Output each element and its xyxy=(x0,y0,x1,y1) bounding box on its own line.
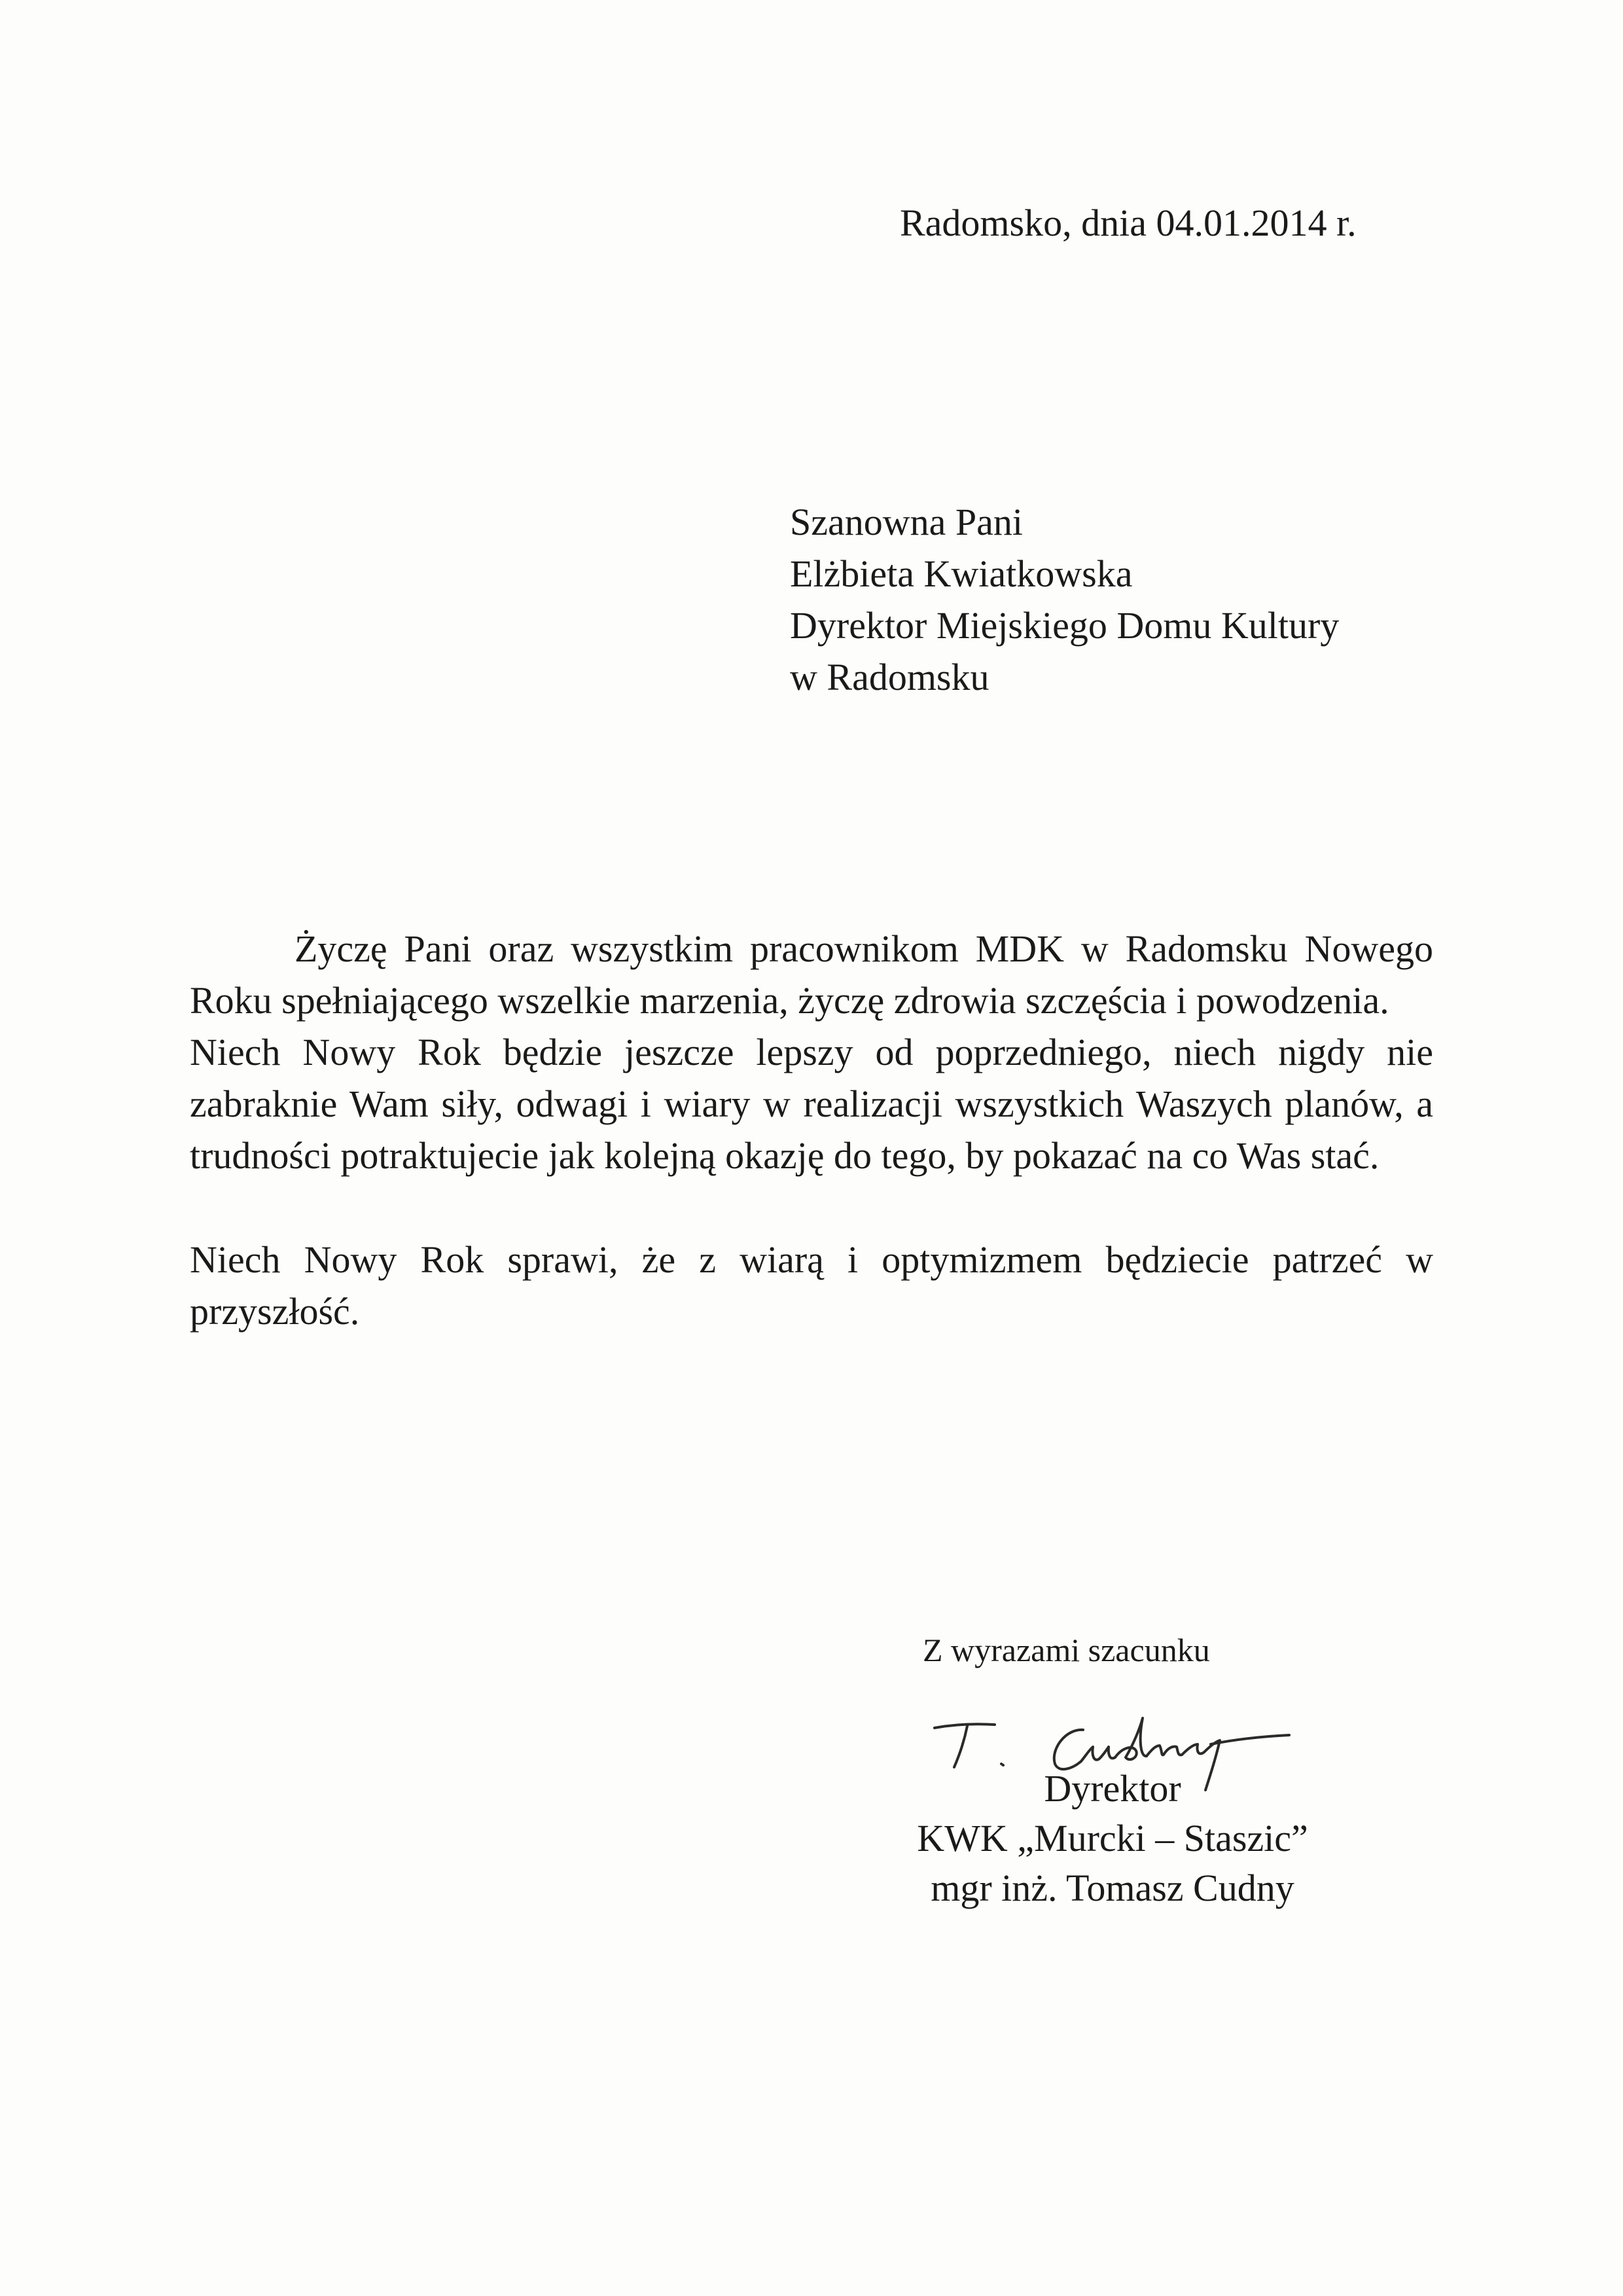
place-and-date: Radomsko, dnia 04.01.2014 r. xyxy=(900,202,1357,244)
recipient-title: Dyrektor Miejskiego Domu Kultury xyxy=(790,604,1340,647)
signer-name: mgr inż. Tomasz Cudny xyxy=(931,1867,1294,1909)
body-paragraph-future: Niech Nowy Rok sprawi, że z wiarą i optymizmem będziecie patrzeć w przyszłość. xyxy=(190,1238,1433,1333)
recipient-location: w Radomsku xyxy=(790,656,990,698)
recipient-salutation: Szanowna Pani xyxy=(790,501,1023,543)
signer-position: Dyrektor xyxy=(1044,1767,1181,1810)
signer-block xyxy=(785,1764,1440,1913)
recipient-address xyxy=(790,496,1339,703)
recipient-name: Elżbieta Kwiatkowska xyxy=(790,552,1133,595)
closing-phrase: Z wyrazami szacunku xyxy=(923,1632,1210,1668)
body-paragraph-new-year: Niech Nowy Rok będzie jeszcze lepszy od poprzedniego, niech nigdy nie zabraknie Wam siły, odwagi i wiary w realizacji wszystkich Waszych planów, a trudności potraktujecie jak kolejną okazję do tego, by pokazać na co Was stać. xyxy=(190,1031,1433,1177)
letter-body xyxy=(190,923,1433,1337)
body-paragraph-wishes: Życzę Pani oraz wszystkim pracownikom MDK w Radomsku Nowego Roku spełniającego wszelkie marzenia, życzę zdrowia szczęścia i powodzenia. xyxy=(190,927,1433,1022)
signer-organization: KWK „Murcki – Staszic” xyxy=(917,1817,1308,1859)
